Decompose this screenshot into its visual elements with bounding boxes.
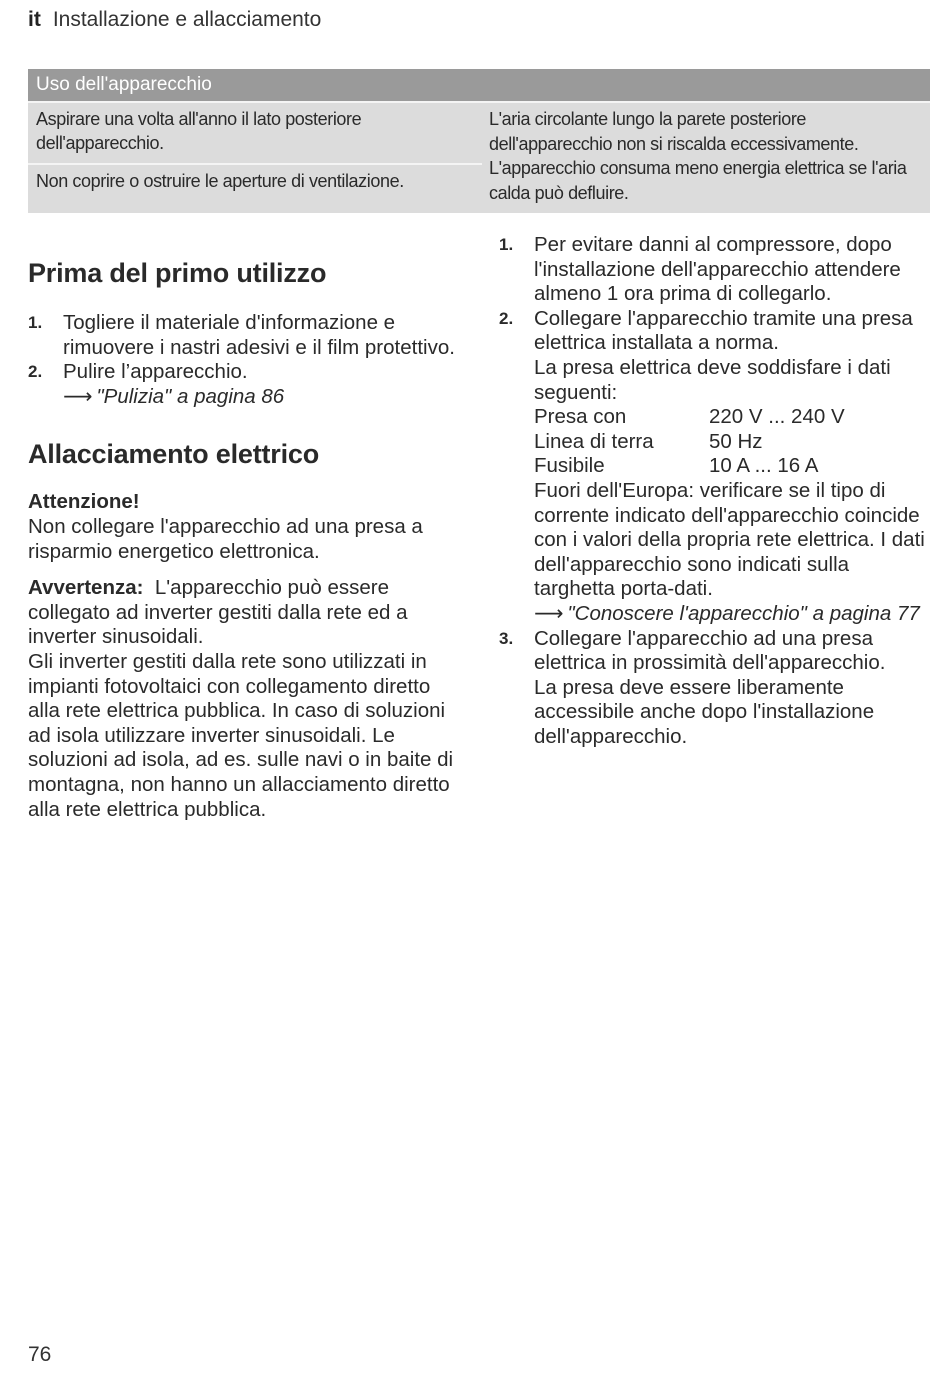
- arrow-right-icon: ⟶: [63, 384, 93, 408]
- note-text: L'apparecchio può essere collegato ad inverter gestiti dalla rete ed a inverter sinusoidali.: [28, 576, 408, 649]
- note-label: Avvertenza:: [28, 576, 144, 600]
- cross-reference-link[interactable]: "Pulizia" a pagina 86: [96, 384, 285, 408]
- spec-value: 220 V ... 240 V: [709, 405, 845, 429]
- heading-electrical: Allacciamento elettrico: [28, 439, 320, 470]
- usage-table-body: [28, 103, 930, 213]
- left-column: [28, 258, 458, 822]
- usage-row-vents: Non coprire o ostruire le aperture di ventilazione.: [36, 171, 404, 191]
- spec-row: [534, 405, 929, 430]
- page-header: [28, 8, 321, 32]
- cross-reference-link[interactable]: "Conoscere l'apparecchio" a pagina 77: [567, 601, 920, 625]
- step-number: 1.: [28, 313, 43, 332]
- usage-table-left-column: [28, 103, 482, 213]
- step-number: 1.: [499, 235, 514, 254]
- note-block: [28, 576, 458, 822]
- spec-label: Presa con: [534, 405, 627, 429]
- list-item: [28, 311, 458, 360]
- note-text-continued: Gli inverter gestiti dalla rete sono utilizzati in impianti fotovoltaici con collegamento diretto alla rete elettrica pubblica. In caso di soluzioni ad isola utilizzare inverter sinusoidali. Le soluzioni ad isola, ad es. sulle navi o in baite di montagna, non hanno un allacciamento diretto alla rete elettrica pubblica.: [28, 649, 454, 821]
- step-accessibility-text: La presa deve essere liberamente accessibile anche dopo l'installazione dell'apparecchio.: [534, 675, 875, 748]
- attention-label: Attenzione!: [28, 490, 140, 514]
- list-item: [499, 627, 929, 750]
- step-number: 2.: [499, 308, 514, 328]
- language-code: it: [28, 8, 41, 31]
- spec-row: [534, 454, 929, 479]
- step-number: 3.: [499, 628, 514, 648]
- arrow-right-icon: ⟶: [534, 601, 564, 625]
- step-text: Togliere il materiale d'informazione e rimuovere i nastri adesivi e il film protettivo.: [63, 311, 455, 359]
- usage-row-vacuum: Aspirare una volta all'anno il lato posteriore dell'apparecchio.: [36, 109, 362, 153]
- cross-reference: [534, 602, 929, 627]
- step-requirements-intro: La presa elettrica deve soddisfare i dati seguenti:: [534, 355, 891, 404]
- usage-row-explanation: L'aria circolante lungo la parete posteriore dell'apparecchio non si riscalda eccessivamente. L'apparecchio consuma meno energia elettrica se l'aria calda può defluire.: [489, 109, 907, 203]
- list-item: [499, 307, 929, 627]
- page-number: 76: [28, 1343, 52, 1366]
- spec-value: 50 Hz: [709, 429, 763, 453]
- step-text: Pulire l’apparecchio.: [63, 360, 248, 384]
- attention-text: Non collegare l'apparecchio ad una presa a risparmio energetico elettronica.: [28, 514, 423, 563]
- right-column: [499, 233, 929, 749]
- attention-block: [28, 490, 458, 564]
- row-divider: [28, 163, 482, 165]
- usage-table-title: Uso dell'apparecchio: [28, 69, 930, 103]
- step-text: Collegare l'apparecchio tramite una presa elettrica installata a norma.: [534, 306, 913, 355]
- section-title: Installazione e allacciamento: [52, 8, 322, 31]
- step-text: Collegare l'apparecchio ad una presa elettrica in prossimità dell'apparecchio.: [534, 626, 886, 675]
- step-text: Per evitare danni al compressore, dopo l'installazione dell'apparecchio attendere almeno 1 ora prima di collegarlo.: [534, 233, 901, 306]
- first-use-steps: [28, 311, 458, 409]
- heading-first-use: Prima del primo utilizzo: [28, 258, 327, 288]
- usage-table: [28, 69, 930, 213]
- step-number: 2.: [28, 362, 43, 382]
- spec-label: Linea di terra: [534, 429, 654, 453]
- step-outside-europe-text: Fuori dell'Europa: verificare se il tipo di corrente indicato dell'apparecchio coincide con i valori della propria rete elettrica. I dati dell'apparecchio sono indicati sulla targhetta porta-dati.: [534, 478, 925, 601]
- list-item: [28, 360, 458, 409]
- connection-steps: [499, 233, 929, 749]
- spec-label: Fusibile: [534, 454, 605, 478]
- spec-row: [534, 430, 929, 455]
- list-item: [499, 233, 929, 307]
- spec-value: 10 A ... 16 A: [709, 454, 819, 478]
